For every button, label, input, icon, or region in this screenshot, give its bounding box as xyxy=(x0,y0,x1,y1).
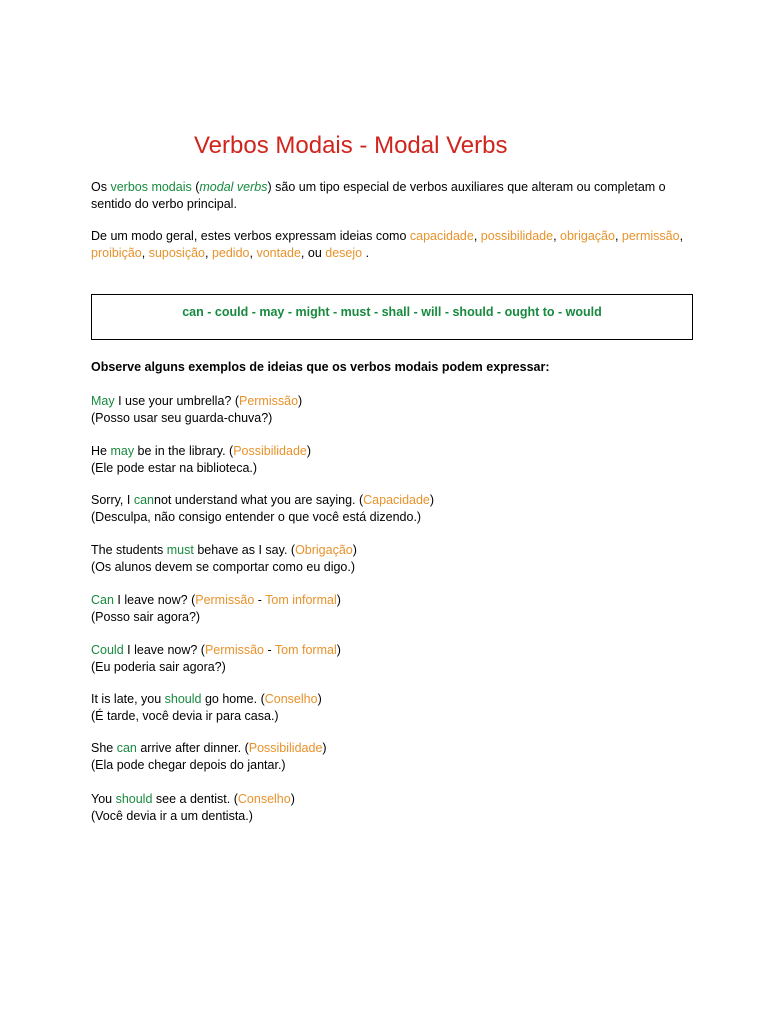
example-item xyxy=(91,740,327,773)
modal-verb: can xyxy=(182,305,204,319)
usage-tag: Conselho xyxy=(264,692,318,706)
idea-item: proibição xyxy=(91,245,142,260)
example-sentence xyxy=(91,393,302,410)
usage-tag: Possibilidade xyxy=(248,741,323,755)
modal-verbs-box xyxy=(91,294,693,340)
modal-separator: - xyxy=(410,305,422,319)
example-translation: (Posso usar seu guarda-chuva?) xyxy=(91,410,273,425)
modal-separator: - xyxy=(248,305,260,319)
example-item xyxy=(91,691,322,724)
example-translation: (Desculpa, não consigo entender o que você está dizendo.) xyxy=(91,509,422,524)
modal-word: Could xyxy=(91,643,124,657)
sentence-text: arrive after dinner. ( xyxy=(136,741,249,755)
example-translation: (Os alunos devem se comportar como eu digo.) xyxy=(91,559,356,574)
example-translation: (Ele pode estar na biblioteca.) xyxy=(91,460,258,475)
modal-separator: - xyxy=(441,305,453,319)
sentence-text: ) xyxy=(429,493,435,507)
sentence-text: Sorry, I xyxy=(91,493,134,507)
usage-tag: Permissão xyxy=(204,643,265,657)
example-sentence xyxy=(91,592,341,609)
modal-word: can xyxy=(133,493,154,507)
ideas-sep: , xyxy=(141,245,149,260)
intro-highlight: verbos modais xyxy=(110,180,192,194)
intro-text: ) são um tipo especial de verbos auxiliares que alteram ou completam o sentido do verbo principal. xyxy=(91,180,666,211)
modal-verb: could xyxy=(214,305,249,319)
sentence-text: ) xyxy=(306,444,312,458)
ideas-sep: , xyxy=(249,245,257,260)
sentence-text: ) xyxy=(352,543,357,557)
modal-word: May xyxy=(91,394,115,408)
modal-verb: shall xyxy=(381,305,411,319)
example-item xyxy=(91,492,434,525)
example-sentence xyxy=(91,642,341,659)
example-sentence xyxy=(91,791,295,808)
sentence-text: I leave now? ( xyxy=(123,643,205,657)
ideas-sep: , xyxy=(553,229,561,243)
ideas-sep: , xyxy=(614,229,622,243)
modal-verb: must xyxy=(340,305,371,319)
modal-verbs-list xyxy=(92,305,692,319)
sentence-text: not understand what you are saying. ( xyxy=(154,493,364,507)
examples-heading: Observe alguns exemplos de ideias que os verbos modais podem expressar: xyxy=(91,360,550,374)
modal-verb: ought to xyxy=(504,305,555,319)
modal-separator: - xyxy=(203,305,215,319)
idea-item: vontade xyxy=(256,245,301,260)
ideas-sep: , xyxy=(473,229,481,243)
example-sentence xyxy=(91,740,327,757)
sentence-text: The students xyxy=(91,543,167,557)
example-sentence xyxy=(91,492,434,509)
sentence-text: ) xyxy=(290,792,295,806)
sentence-text: ) xyxy=(298,394,303,408)
modal-separator: - xyxy=(329,305,341,319)
intro-highlight-italic: modal verbs xyxy=(199,180,268,194)
ideas-end: . xyxy=(362,245,370,260)
modal-word: can xyxy=(116,741,137,755)
example-sentence xyxy=(91,691,322,708)
example-item xyxy=(91,393,302,426)
modal-separator: - xyxy=(554,305,566,319)
idea-item: desejo xyxy=(325,245,363,260)
modal-separator: - xyxy=(493,305,505,319)
modal-verb: might xyxy=(295,305,330,319)
example-item xyxy=(91,791,295,824)
idea-item: possibilidade xyxy=(480,229,554,243)
usage-tag: Capacidade xyxy=(363,493,430,507)
example-translation: (Você devia ir a um dentista.) xyxy=(91,808,253,823)
sentence-text: - xyxy=(254,593,266,607)
sentence-text: I use your umbrella? ( xyxy=(114,394,239,408)
modal-word: should xyxy=(164,692,202,706)
sentence-text: It is late, you xyxy=(91,692,165,706)
sentence-text: She xyxy=(91,741,117,755)
modal-word: should xyxy=(115,792,153,806)
sentence-text: go home. ( xyxy=(201,692,265,706)
modal-verb: should xyxy=(452,305,494,319)
modal-verb: will xyxy=(421,305,442,319)
idea-item: suposição xyxy=(148,245,205,260)
usage-tag: Permissão xyxy=(195,593,255,607)
sentence-text: - xyxy=(264,643,275,657)
example-translation: (Eu poderia sair agora?) xyxy=(91,659,226,674)
modal-separator: - xyxy=(370,305,382,319)
sentence-text: I leave now? ( xyxy=(113,593,196,607)
sentence-text: You xyxy=(91,792,116,806)
sentence-text: ) xyxy=(336,593,341,607)
usage-tag: Possibilidade xyxy=(233,444,307,458)
modal-verb: may xyxy=(259,305,285,319)
modal-word: must xyxy=(166,543,194,557)
usage-tag: Tom formal xyxy=(274,643,337,657)
example-translation: (Posso sair agora?) xyxy=(91,609,201,624)
modal-word: may xyxy=(110,444,135,458)
sentence-text: behave as I say. ( xyxy=(193,543,296,557)
modal-separator: - xyxy=(284,305,296,319)
ideas-sep: , ou xyxy=(300,245,326,260)
example-translation: (Ela pode chegar depois do jantar.) xyxy=(91,757,286,772)
idea-item: obrigação xyxy=(560,229,615,243)
usage-tag: Conselho xyxy=(237,792,291,806)
example-sentence xyxy=(91,443,311,460)
example-item xyxy=(91,443,311,476)
page-title: Verbos Modais - Modal Verbs xyxy=(194,132,508,159)
ideas-lead: De um modo geral, estes verbos expressam ideias como xyxy=(91,229,410,243)
sentence-text: ) xyxy=(336,643,341,657)
intro-paragraph xyxy=(91,179,701,212)
sentence-text: ) xyxy=(322,741,327,755)
example-translation: (É tarde, você devia ir para casa.) xyxy=(91,708,279,723)
idea-item: capacidade xyxy=(409,229,474,243)
usage-tag: Obrigação xyxy=(295,543,353,557)
sentence-text: be in the library. ( xyxy=(134,444,234,458)
usage-tag: Tom informal xyxy=(265,593,337,607)
sentence-text: see a dentist. ( xyxy=(152,792,238,806)
modal-word: Can xyxy=(91,593,114,607)
ideas-paragraph xyxy=(91,228,687,261)
intro-text: ( xyxy=(191,180,200,194)
example-item xyxy=(91,542,357,575)
ideas-sep: , xyxy=(204,245,212,260)
example-item xyxy=(91,592,341,625)
example-sentence xyxy=(91,542,357,559)
idea-item: pedido xyxy=(211,245,250,260)
sentence-text: He xyxy=(91,444,111,458)
modal-verb: would xyxy=(565,305,602,319)
intro-text: Os xyxy=(91,180,111,194)
ideas-sep: , xyxy=(679,229,684,243)
example-item xyxy=(91,642,341,675)
idea-item: permissão xyxy=(621,229,680,243)
sentence-text: ) xyxy=(317,692,322,706)
usage-tag: Permissão xyxy=(238,394,299,408)
